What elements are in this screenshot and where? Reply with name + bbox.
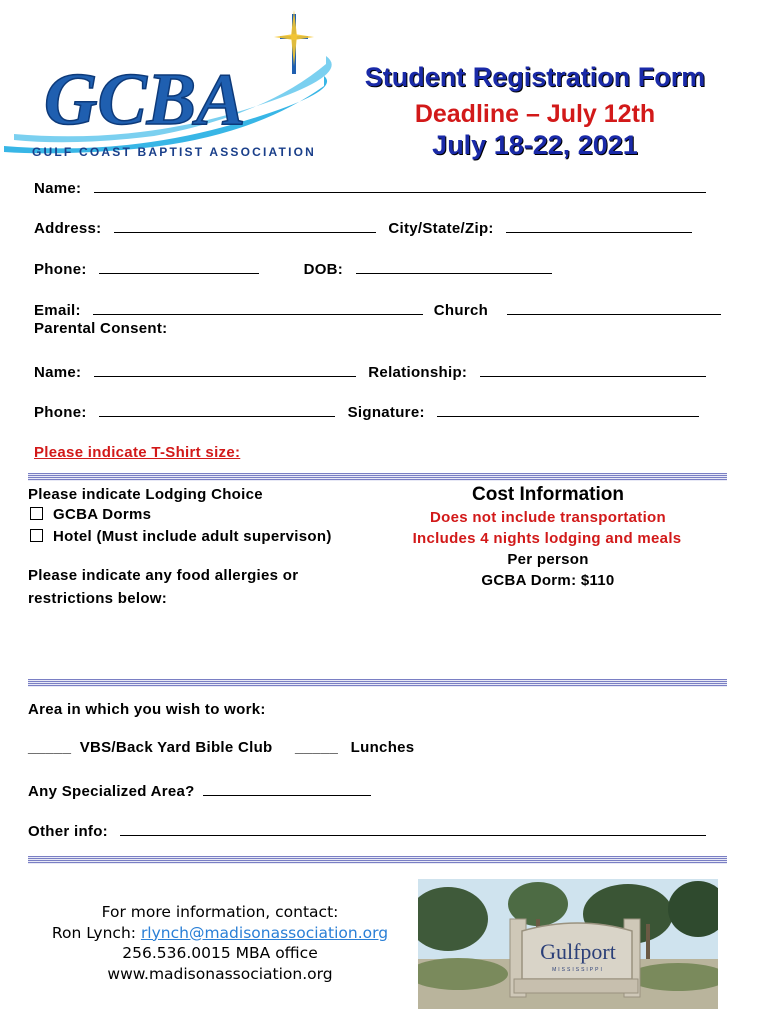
- vbs-blank[interactable]: _____: [28, 739, 72, 756]
- work-option-row: [28, 739, 414, 756]
- dob-input-line[interactable]: [356, 259, 552, 274]
- dob-label: DOB:: [303, 261, 344, 278]
- lodging-option-dorms[interactable]: [30, 506, 151, 523]
- checkbox-dorms[interactable]: [30, 507, 43, 520]
- vbs-option-label: VBS/Back Yard Bible Club: [79, 739, 273, 756]
- sign-text: Gulfport: [540, 939, 616, 964]
- phone-row: [34, 259, 552, 278]
- contact-email-link[interactable]: rlynch@madisonassociation.org: [140, 923, 389, 942]
- divider-3: [28, 856, 727, 864]
- deadline-text: Deadline – July 12th: [414, 100, 656, 128]
- phone-input-line[interactable]: [99, 259, 259, 274]
- cost-heading: Cost Information: [472, 484, 624, 505]
- event-dates: July 18-22, 2021: [432, 130, 638, 160]
- contact-name-row: [40, 923, 400, 944]
- phone-label: Phone:: [34, 261, 87, 278]
- specialized-label: Any Specialized Area?: [28, 783, 195, 800]
- parent-phone-input-line[interactable]: [99, 402, 335, 417]
- cost-note-transport: Does not include transportation: [430, 509, 666, 526]
- parent-phone-label: Phone:: [34, 404, 87, 421]
- signature-input-line[interactable]: [437, 402, 699, 417]
- lunches-option-label: Lunches: [350, 739, 415, 756]
- lunches-blank[interactable]: _____: [294, 739, 339, 756]
- checkbox-hotel[interactable]: [30, 529, 43, 542]
- contact-phone: 256.536.0015 MBA office: [122, 944, 318, 962]
- email-row: [34, 300, 721, 319]
- lodging-heading: Please indicate Lodging Choice: [28, 486, 263, 503]
- contact-website: www.madisonassociation.org: [107, 964, 333, 983]
- sign-subtext: MISSISSIPPI: [552, 967, 604, 973]
- parental-consent-heading: Parental Consent:: [34, 320, 168, 337]
- parent-name-input-line[interactable]: [94, 362, 356, 377]
- lodging-option-label: Hotel (Must include adult supervison): [53, 528, 332, 545]
- other-info-row: [28, 821, 706, 840]
- gcba-logo: [4, 6, 334, 166]
- other-info-input-line[interactable]: [120, 821, 706, 836]
- cost-price: GCBA Dorm: $110: [481, 572, 615, 589]
- cost-note-lodging: Includes 4 nights lodging and meals: [412, 530, 682, 547]
- email-input-line[interactable]: [93, 300, 423, 315]
- address-label: Address:: [34, 220, 102, 237]
- specialized-row: [28, 781, 371, 800]
- gulfport-sign-image: [418, 879, 718, 1009]
- divider-1: [28, 473, 727, 481]
- city-label: City/State/Zip:: [388, 220, 494, 237]
- divider-2: [28, 679, 727, 687]
- signature-label: Signature:: [347, 404, 425, 421]
- lodging-option-label: GCBA Dorms: [53, 506, 152, 523]
- form-title: Student Registration Form: [364, 62, 706, 92]
- contact-block: [40, 902, 400, 984]
- contact-heading: For more information, contact:: [101, 903, 339, 921]
- gulfport-sign-photo: [418, 879, 718, 1009]
- cost-per-person: Per person: [507, 551, 589, 568]
- name-label: Name:: [34, 180, 82, 197]
- logo-graphic: [4, 6, 334, 166]
- work-area-heading: Area in which you wish to work:: [28, 701, 266, 718]
- name-input-line[interactable]: [94, 178, 706, 193]
- parent-name-row: [34, 362, 706, 381]
- parent-phone-row: [34, 402, 699, 421]
- name-row: [34, 178, 706, 197]
- star-cross-icon: [274, 10, 314, 74]
- relationship-label: Relationship:: [368, 364, 468, 381]
- lodging-option-hotel[interactable]: [30, 528, 332, 545]
- tshirt-size-label[interactable]: Please indicate T-Shirt size:: [34, 444, 241, 461]
- logo-subtitle: GULF COAST BAPTIST ASSOCIATION: [32, 145, 316, 159]
- specialized-input-line[interactable]: [203, 781, 371, 796]
- logo-text: GCBA: [44, 59, 246, 141]
- email-label: Email:: [34, 302, 81, 319]
- church-label: Church: [433, 302, 489, 319]
- parent-name-label: Name:: [34, 364, 82, 381]
- allergies-line1: Please indicate any food allergies or: [28, 567, 299, 584]
- relationship-input-line[interactable]: [480, 362, 706, 377]
- church-input-line[interactable]: [507, 300, 721, 315]
- address-input-line[interactable]: [114, 218, 376, 233]
- contact-name: Ron Lynch:: [51, 923, 136, 942]
- address-row: [34, 218, 692, 237]
- other-info-label: Other info:: [28, 823, 108, 840]
- city-input-line[interactable]: [506, 218, 692, 233]
- allergies-line2: restrictions below:: [28, 590, 168, 607]
